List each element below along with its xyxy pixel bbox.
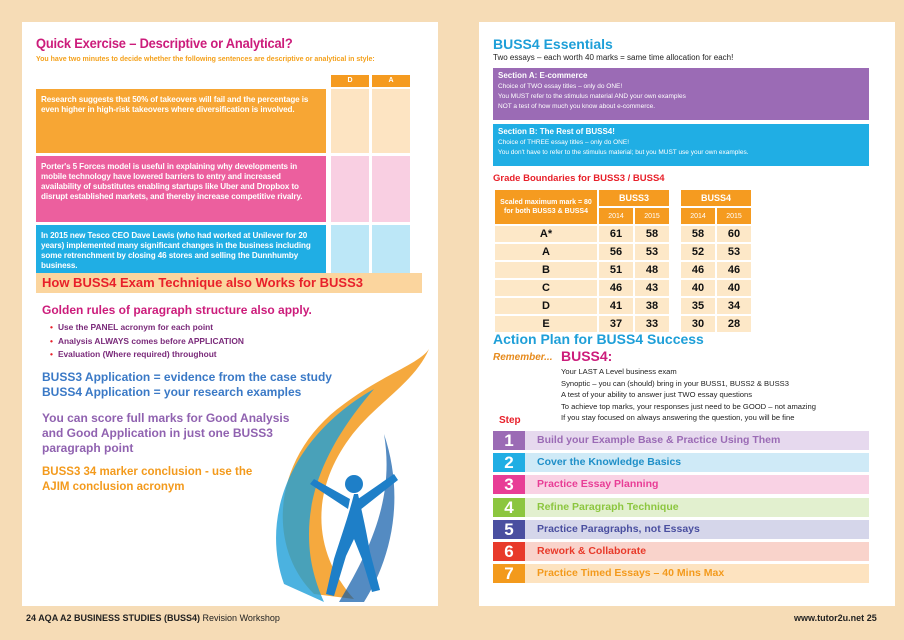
grade-value: 53 bbox=[635, 244, 669, 260]
step-number: 3 bbox=[493, 475, 525, 494]
grade-label: E bbox=[495, 316, 597, 332]
buss4-note: If you stay focused on always answering the question, you will be fine bbox=[561, 413, 795, 422]
grade-row bbox=[495, 244, 751, 260]
right-footer bbox=[794, 613, 877, 623]
spacer bbox=[671, 208, 679, 224]
grade-value: 40 bbox=[717, 280, 751, 296]
grade-boundaries-title: Grade Boundaries for BUSS3 / BUSS4 bbox=[493, 173, 665, 184]
buss4-notes bbox=[561, 366, 816, 424]
buss4-note: To achieve top marks, your responses just need to be GOOD – not amazing bbox=[561, 401, 816, 411]
exercise-sentence-2: Porter's 5 Forces model is useful in explaining why developments in mobile technology have lowered barriers to entry and increased availability of substitutes enabling startups like Uber and Dropbox to disrupt established markets, and thereby increase competitive rivalry. bbox=[36, 156, 326, 222]
rule-item: • Use the PANEL acronym for each point bbox=[50, 321, 244, 335]
grade-value: 58 bbox=[635, 226, 669, 242]
conclusion-note: BUSS3 34 marker conclusion - use the AJIM conclusion acronym bbox=[42, 466, 253, 493]
left-page bbox=[22, 22, 438, 606]
quick-exercise-subtitle: You have two minutes to decide whether the following sentences are descriptive or analytical in style: bbox=[36, 56, 375, 63]
grade-value: 61 bbox=[599, 226, 633, 242]
grade-value: 60 bbox=[717, 226, 751, 242]
athlete-figure-illustration bbox=[254, 344, 434, 606]
exercise-sentence-3: In 2015 new Tesco CEO Dave Lewis (who had worked at Unilever for 20 years) implemented many significant changes in the business including some retrenchment by closing 46 stores and selling the Dunnhumby business. bbox=[36, 225, 326, 281]
grade-row bbox=[495, 280, 751, 296]
step-number: 6 bbox=[493, 542, 525, 561]
spacer bbox=[671, 280, 679, 296]
spacer bbox=[671, 226, 679, 242]
grade-value: 38 bbox=[635, 298, 669, 314]
action-step bbox=[493, 564, 869, 583]
rules-list bbox=[50, 321, 244, 362]
step-label: Step bbox=[499, 415, 521, 426]
spacer bbox=[671, 262, 679, 278]
section-b-title: Section B: The Rest of BUSS4! bbox=[498, 127, 615, 136]
grade-value: 34 bbox=[717, 298, 751, 314]
grade-row bbox=[495, 226, 751, 242]
section-a-line: Choice of TWO essay titles – only do ONE! bbox=[498, 83, 623, 90]
grade-label: B bbox=[495, 262, 597, 278]
golden-rules-heading: Golden rules of paragraph structure also apply. bbox=[42, 303, 312, 317]
action-step bbox=[493, 498, 869, 517]
buss4-application: BUSS4 Application = your research examples bbox=[42, 385, 302, 399]
grade-value: 41 bbox=[599, 298, 633, 314]
action-step bbox=[493, 520, 869, 539]
buss3-application: BUSS3 Application = evidence from the case study bbox=[42, 370, 332, 384]
action-step bbox=[493, 453, 869, 472]
action-plan-title: Action Plan for BUSS4 Success bbox=[493, 331, 704, 347]
section-banner: How BUSS4 Exam Technique also Works for BUSS3 bbox=[36, 273, 422, 293]
grade-row bbox=[495, 316, 751, 332]
buss4-label: BUSS4: bbox=[561, 348, 613, 364]
spacer bbox=[671, 316, 679, 332]
buss4-header: BUSS4 bbox=[681, 190, 751, 206]
section-a-line: NOT a test of how much you know about e-commerce. bbox=[498, 103, 656, 110]
grade-value: 48 bbox=[635, 262, 669, 278]
buss3-header: BUSS3 bbox=[599, 190, 669, 206]
grade-value: 30 bbox=[681, 316, 715, 332]
answer-cell-d-1[interactable] bbox=[331, 89, 369, 153]
left-footer-suffix: Revision Workshop bbox=[200, 613, 280, 623]
action-step bbox=[493, 475, 869, 494]
footer-url: www.tutor2u.net bbox=[794, 613, 865, 623]
buss4-note: Synoptic – you can (should) bring in your BUSS1, BUSS2 & BUSS3 bbox=[561, 378, 789, 388]
grade-value: 52 bbox=[681, 244, 715, 260]
full-marks-note: You can score full marks for Good Analysis and Good Application in just one BUSS3 paragraph point bbox=[42, 411, 290, 455]
answer-cell-a-2[interactable] bbox=[372, 156, 410, 222]
answer-cell-d-2[interactable] bbox=[331, 156, 369, 222]
rule-item: • Evaluation (Where required) throughout bbox=[50, 348, 244, 362]
grade-row bbox=[495, 262, 751, 278]
rule-item: • Analysis ALWAYS comes before APPLICATION bbox=[50, 335, 244, 349]
grade-value: 28 bbox=[717, 316, 751, 332]
grade-value: 46 bbox=[681, 262, 715, 278]
grade-row bbox=[495, 298, 751, 314]
section-b-line: Choice of THREE essay titles – only do ONE! bbox=[498, 139, 630, 146]
grade-value: 37 bbox=[599, 316, 633, 332]
step-text: Build your Example Base & Practice Using Them bbox=[537, 434, 781, 446]
step-number: 1 bbox=[493, 431, 525, 450]
spacer bbox=[671, 190, 679, 206]
column-a-header: A bbox=[372, 75, 410, 87]
action-step bbox=[493, 431, 869, 450]
grade-value: 43 bbox=[635, 280, 669, 296]
grade-value: 46 bbox=[599, 280, 633, 296]
action-step bbox=[493, 542, 869, 561]
exercise-sentence-1: Research suggests that 50% of takeovers will fail and the percentage is even higher in high-risk takeovers where diversification is involved. bbox=[36, 89, 326, 153]
step-text: Practice Timed Essays – 40 Mins Max bbox=[537, 567, 725, 580]
spacer bbox=[671, 298, 679, 314]
grade-boundaries-table bbox=[493, 188, 753, 334]
table-corner-label: Scaled maximum mark = 80 for both BUSS3 & BUSS4 bbox=[495, 190, 597, 224]
buss4-note: A test of your ability to answer just TWO essay questions bbox=[561, 390, 753, 399]
section-a-title: Section A: E-commerce bbox=[498, 71, 588, 80]
left-footer-title: AQA A2 BUSINESS STUDIES (BUSS4) bbox=[38, 613, 201, 623]
step-text: Cover the Knowledge Basics bbox=[537, 456, 682, 469]
step-number: 7 bbox=[493, 564, 525, 583]
grade-value: 46 bbox=[717, 262, 751, 278]
grade-value: 35 bbox=[681, 298, 715, 314]
right-page bbox=[479, 22, 895, 606]
year-header: 2015 bbox=[635, 208, 669, 224]
right-page-number: 25 bbox=[866, 613, 877, 623]
remember-label: Remember... bbox=[493, 352, 553, 363]
step-number: 2 bbox=[493, 453, 525, 472]
grade-value: 58 bbox=[681, 226, 715, 242]
spacer bbox=[671, 244, 679, 260]
section-a-line: You MUST refer to the stimulus material AND your own examples bbox=[498, 93, 686, 100]
left-footer bbox=[26, 613, 280, 623]
grade-value: 40 bbox=[681, 280, 715, 296]
section-b-box bbox=[493, 124, 869, 166]
grade-value: 53 bbox=[717, 244, 751, 260]
year-header: 2014 bbox=[681, 208, 715, 224]
essentials-title: BUSS4 Essentials bbox=[493, 36, 613, 52]
step-text: Rework & Collaborate bbox=[537, 545, 647, 557]
grade-value: 56 bbox=[599, 244, 633, 260]
step-text: Practice Essay Planning bbox=[537, 478, 659, 491]
step-text: Practice Paragraphs, not Essays bbox=[537, 522, 700, 535]
left-page-number: 24 bbox=[26, 613, 37, 623]
step-text: Refine Paragraph Technique bbox=[537, 500, 679, 513]
column-d-header: D bbox=[331, 75, 369, 87]
grade-label: A* bbox=[495, 226, 597, 242]
step-number: 5 bbox=[493, 520, 525, 539]
essentials-subtitle: Two essays – each worth 40 marks = same time allocation for each! bbox=[493, 53, 734, 62]
grade-label: A bbox=[495, 244, 597, 260]
buss4-note: Your LAST A Level business exam bbox=[561, 367, 677, 376]
quick-exercise-title: Quick Exercise – Descriptive or Analytical? bbox=[36, 35, 293, 51]
step-number: 4 bbox=[493, 498, 525, 517]
grade-value: 33 bbox=[635, 316, 669, 332]
section-a-box bbox=[493, 68, 869, 120]
year-header: 2014 bbox=[599, 208, 633, 224]
grade-label: D bbox=[495, 298, 597, 314]
year-header: 2015 bbox=[717, 208, 751, 224]
grade-label: C bbox=[495, 280, 597, 296]
answer-cell-a-1[interactable] bbox=[372, 89, 410, 153]
section-b-line: You don't have to refer to the stimulus material; but you MUST use your own examples. bbox=[498, 149, 749, 156]
grade-value: 51 bbox=[599, 262, 633, 278]
